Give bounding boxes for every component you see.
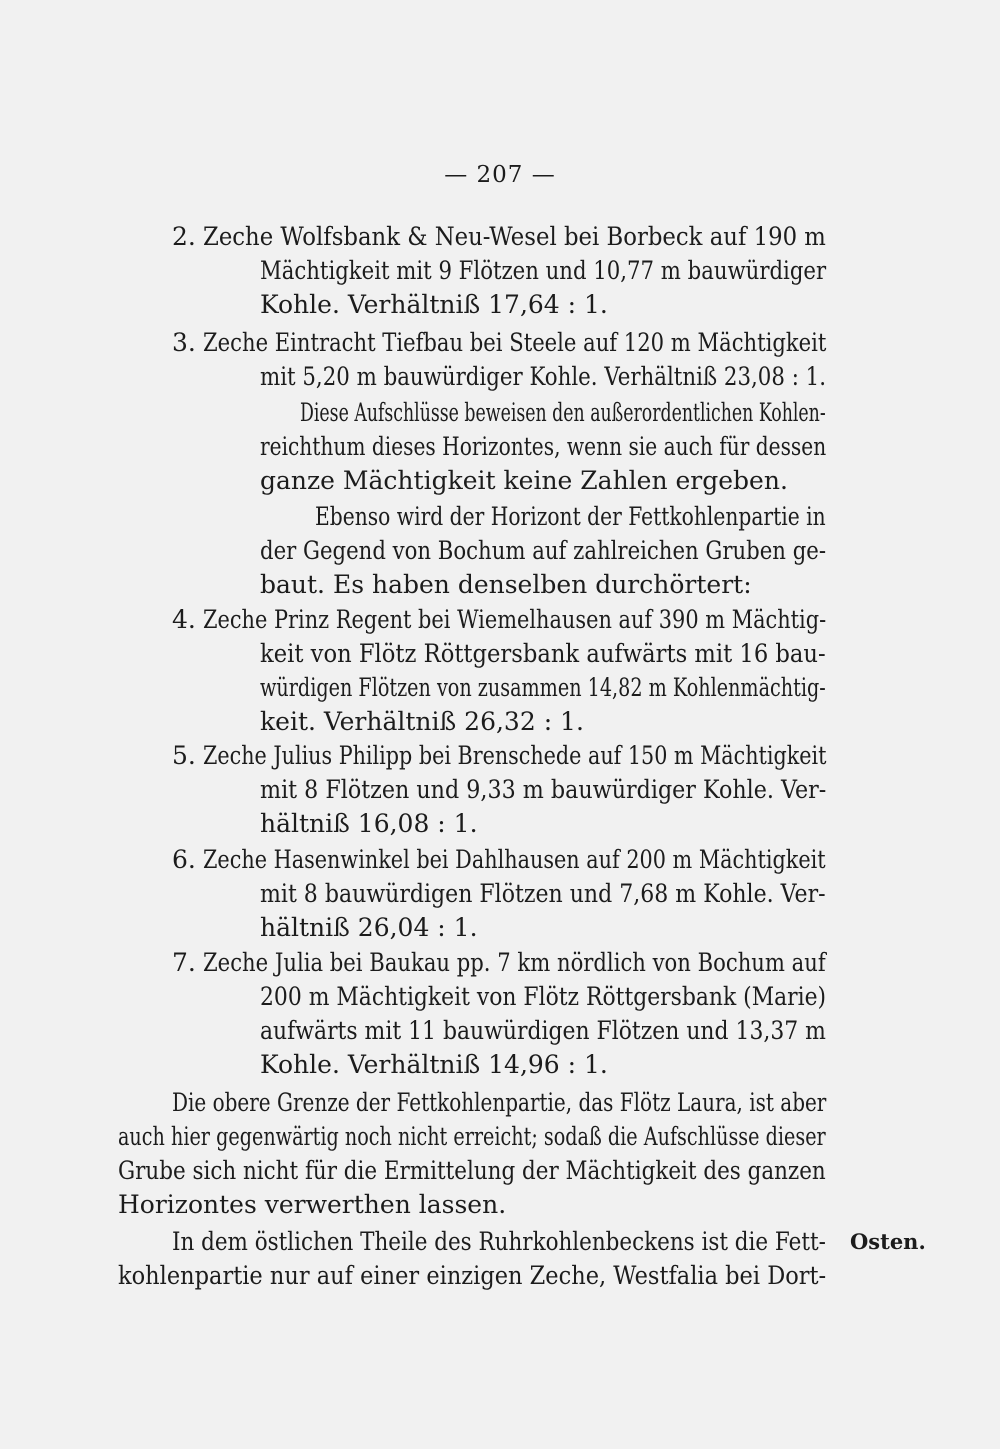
margin-note: Osten. <box>850 1229 926 1254</box>
text-line: hältniß 26,04 : 1. <box>260 913 478 942</box>
text-line: Diese Aufschlüsse beweisen den außerordentlichen Kohlen- <box>300 398 826 427</box>
item-number: 7. <box>172 948 196 977</box>
text-line: keit. Verhältniß 26,32 : 1. <box>260 707 584 736</box>
text-line: Zeche Wolfsbank & Neu-Wesel bei Borbeck auf 190 m <box>203 222 826 251</box>
text-line: Zeche Prinz Regent bei Wiemelhausen auf 390 m Mächtig- <box>203 605 827 634</box>
text-line: hältniß 16,08 : 1. <box>260 809 478 838</box>
text-line: 200 m Mächtigkeit von Flötz Röttgersbank (Marie) <box>260 982 827 1011</box>
text-line: Die obere Grenze der Fettkohlenpartie, das Flötz Laura, ist aber <box>172 1088 827 1117</box>
text-line: Zeche Julia bei Baukau pp. 7 km nördlich von Bochum auf <box>203 948 826 977</box>
text-line: In dem östlichen Theile des Ruhrkohlenbeckens ist die Fett- <box>172 1227 826 1256</box>
text-line: auch hier gegenwärtig noch nicht erreicht; sodaß die Aufschlüsse dieser <box>118 1122 826 1151</box>
text-line: Horizontes verwerthen lassen. <box>118 1190 507 1219</box>
page-number: — 207 — <box>444 162 556 188</box>
item-number: 5. <box>172 741 196 770</box>
item-number: 3. <box>172 328 196 357</box>
text-line: baut. Es haben denselben durchörtert: <box>260 570 752 599</box>
text-line: reichthum dieses Horizontes, wenn sie auch für dessen <box>260 432 827 461</box>
item-number: 4. <box>172 605 196 634</box>
text-line: keit von Flötz Röttgersbank aufwärts mit 16 bau- <box>260 639 826 668</box>
text-line: Kohle. Verhältniß 14,96 : 1. <box>260 1050 608 1079</box>
text-line: Zeche Hasenwinkel bei Dahlhausen auf 200 m Mächtigkeit <box>203 845 826 874</box>
text-line: Grube sich nicht für die Ermittelung der Mächtigkeit des ganzen <box>118 1156 826 1185</box>
text-line: mit 8 Flötzen und 9,33 m bauwürdiger Kohle. Ver- <box>260 775 827 804</box>
text-line: Zeche Eintracht Tiefbau bei Steele auf 120 m Mächtigkeit <box>203 328 827 357</box>
item-number: 2. <box>172 222 196 251</box>
item-number: 6. <box>172 845 196 874</box>
text-line: Ebenso wird der Horizont der Fettkohlenpartie in <box>315 502 826 531</box>
text-line: mit 5,20 m bauwürdiger Kohle. Verhältniß 23,08 : 1. <box>260 362 826 391</box>
text-line: der Gegend von Bochum auf zahlreichen Gruben ge- <box>260 536 827 565</box>
text-line: kohlenpartie nur auf einer einzigen Zeche, Westfalia bei Dort- <box>118 1261 827 1290</box>
text-line: ganze Mächtigkeit keine Zahlen ergeben. <box>260 466 788 495</box>
text-line: mit 8 bauwürdigen Flötzen und 7,68 m Kohle. Ver- <box>260 879 826 908</box>
text-line: Kohle. Verhältniß 17,64 : 1. <box>260 290 608 319</box>
text-line: Mächtigkeit mit 9 Flötzen und 10,77 m bauwürdiger <box>260 256 827 285</box>
text-line: würdigen Flötzen von zusammen 14,82 m Kohlenmächtig- <box>260 673 826 702</box>
text-line: aufwärts mit 11 bauwürdigen Flötzen und 13,37 m <box>260 1016 826 1045</box>
text-line: Zeche Julius Philipp bei Brenschede auf 150 m Mächtigkeit <box>203 741 827 770</box>
